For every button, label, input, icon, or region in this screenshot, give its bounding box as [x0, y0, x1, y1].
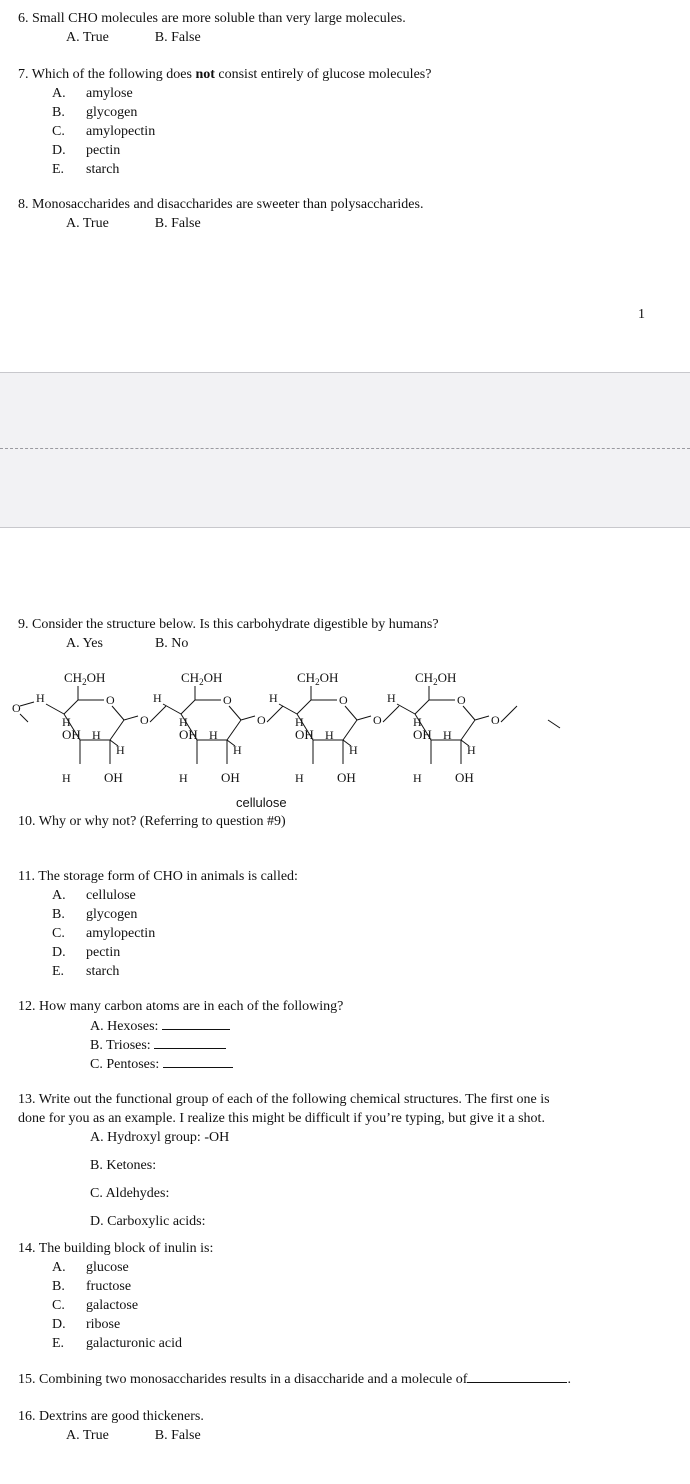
- question-9-choices: [66, 635, 188, 653]
- h-label: H: [467, 743, 476, 757]
- oh-label: OH: [221, 770, 240, 785]
- by-product-blank[interactable]: [467, 1370, 567, 1383]
- option-letter: D.: [52, 1317, 66, 1332]
- h-label: H: [209, 728, 218, 742]
- hexoses-blank[interactable]: [162, 1017, 230, 1030]
- option-3[interactable]: [52, 123, 155, 141]
- glycosidic-oxygen-label: O: [257, 713, 266, 727]
- bond-line: [501, 706, 517, 722]
- oh-label: OH: [62, 727, 81, 742]
- option-text: amylopectin: [86, 926, 156, 941]
- ch2oh-label: $CH_2OH$: [181, 670, 223, 687]
- bond-line: [229, 706, 241, 720]
- option-text: glycogen: [86, 907, 138, 922]
- option-letter: A.: [52, 86, 66, 101]
- figure-caption: cellulose: [236, 795, 287, 810]
- h-label: H: [387, 691, 396, 705]
- cellulose-structure-diagram: [0, 664, 690, 814]
- option-3[interactable]: [52, 925, 155, 943]
- h-label: H: [179, 771, 188, 785]
- h-label: H: [153, 691, 162, 705]
- choice-false[interactable]: B. False: [154, 1428, 201, 1443]
- option-2[interactable]: [52, 104, 137, 122]
- h-label: H: [325, 728, 334, 742]
- h-label: H: [295, 715, 304, 729]
- h-label: H: [349, 743, 358, 757]
- bond-line: [46, 704, 64, 714]
- option-letter: D.: [52, 143, 66, 158]
- option-text: pectin: [86, 945, 121, 960]
- option-text: fructose: [86, 1279, 132, 1294]
- question-11-text: 11. The storage form of CHO in animals is called:: [18, 869, 298, 884]
- choice-true[interactable]: A. True: [66, 1428, 109, 1443]
- ch2oh-label: $CH_2OH$: [415, 670, 457, 687]
- bond-line: [297, 700, 311, 714]
- pentoses-blank[interactable]: [163, 1055, 233, 1068]
- h-label: H: [413, 715, 422, 729]
- question-13-line-1: 13. Write out the functional group of each of the following chemical structures. The first one is: [18, 1092, 550, 1107]
- option-4[interactable]: [52, 142, 120, 160]
- option-letter: C.: [52, 926, 65, 941]
- bond-line: [397, 704, 415, 714]
- oh-label: OH: [295, 727, 314, 742]
- question-8-choices: [66, 215, 201, 233]
- question-7-text: 7. Which of the following does not consist entirely of glucose molecules?: [18, 67, 432, 82]
- ketones-item: B. Ketones:: [90, 1158, 157, 1173]
- ring-oxygen-label: O: [223, 693, 232, 707]
- choice-no[interactable]: B. No: [154, 636, 189, 651]
- bond-line: [383, 706, 399, 722]
- option-5[interactable]: [52, 963, 119, 981]
- choice-true[interactable]: A. True: [66, 216, 109, 231]
- option-text: glycogen: [86, 105, 138, 120]
- h-label: H: [443, 728, 452, 742]
- option-letter: C.: [52, 124, 65, 139]
- choice-yes[interactable]: A. Yes: [66, 636, 103, 651]
- terminal-oxygen-label: O: [12, 701, 21, 715]
- bond-line: [475, 716, 489, 720]
- question-9-text: 9. Consider the structure below. Is this carbohydrate digestible by humans?: [18, 617, 439, 632]
- bond-line: [227, 720, 241, 740]
- page-break: [0, 372, 690, 528]
- bond-line: [20, 702, 34, 706]
- bond-line: [20, 714, 28, 722]
- oh-label: OH: [337, 770, 356, 785]
- bond-line: [124, 716, 138, 720]
- choice-false[interactable]: B. False: [154, 216, 201, 231]
- bond-line: [463, 706, 475, 720]
- aldehydes-item: C. Aldehydes:: [90, 1186, 170, 1201]
- option-5[interactable]: [52, 161, 119, 179]
- pentoses-item: C. Pentoses:: [90, 1055, 233, 1074]
- question-13-line-2: done for you as an example. I realize this might be difficult if you’re typing, but give it a shot.: [18, 1111, 545, 1126]
- question-14-text: 14. The building block of inulin is:: [18, 1241, 214, 1256]
- question-16-text: 16. Dextrins are good thickeners.: [18, 1409, 204, 1424]
- option-text: amylose: [86, 86, 133, 101]
- option-4[interactable]: [52, 944, 120, 962]
- option-letter: B.: [52, 907, 65, 922]
- oh-label: OH: [455, 770, 474, 785]
- trioses-blank[interactable]: [154, 1036, 226, 1049]
- question-16-choices: [66, 1427, 201, 1445]
- ring-oxygen-label: O: [106, 693, 115, 707]
- option-letter: D.: [52, 945, 66, 960]
- oh-label: OH: [413, 727, 432, 742]
- h-label: H: [233, 743, 242, 757]
- hydroxyl-item: A. Hydroxyl group: -OH: [90, 1130, 230, 1145]
- h-label: H: [295, 771, 304, 785]
- hexoses-item: A. Hexoses:: [90, 1017, 230, 1036]
- h-label: H: [413, 771, 422, 785]
- option-letter: E.: [52, 1336, 65, 1351]
- bond-line: [181, 700, 195, 714]
- question-10-text: 10. Why or why not? (Referring to question #9): [18, 814, 286, 829]
- option-text: glucose: [86, 1260, 129, 1275]
- option-letter: B.: [52, 105, 65, 120]
- glycosidic-oxygen-label: O: [491, 713, 500, 727]
- glycosidic-oxygen-label: O: [140, 713, 149, 727]
- page-number: 1: [638, 307, 645, 322]
- bond-line: [163, 704, 181, 714]
- option-text: cellulose: [86, 888, 136, 903]
- h-label: H: [92, 728, 101, 742]
- question-6-choices: [66, 29, 201, 47]
- option-4[interactable]: [52, 1316, 120, 1334]
- option-text: galacturonic acid: [86, 1336, 183, 1351]
- ring-oxygen-label: O: [457, 693, 466, 707]
- carboxylic-acids-item: D. Carboxylic acids:: [90, 1214, 206, 1229]
- h-label: H: [269, 691, 278, 705]
- option-text: starch: [86, 964, 120, 979]
- question-8-text: 8. Monosaccharides and disaccharides are sweeter than polysaccharides.: [18, 197, 424, 212]
- choice-false[interactable]: B. False: [154, 30, 201, 45]
- option-3[interactable]: [52, 1297, 138, 1315]
- oh-label: OH: [179, 727, 198, 742]
- h-label: H: [116, 743, 125, 757]
- page-break-dashed-line: [0, 448, 690, 449]
- bond-line: [279, 704, 297, 714]
- option-1[interactable]: [52, 887, 136, 905]
- bond-line: [415, 700, 429, 714]
- h-label: H: [62, 715, 71, 729]
- ch2oh-label: $CH_2OH$: [64, 670, 106, 687]
- h-label: H: [179, 715, 188, 729]
- option-2[interactable]: [52, 906, 137, 924]
- option-text: galactose: [86, 1298, 139, 1313]
- ch2oh-label: $CH_2OH$: [297, 670, 339, 687]
- option-letter: A.: [52, 1260, 66, 1275]
- bond-line: [112, 706, 124, 720]
- question-15-text: 15. Combining two monosaccharides results in a disaccharide and a molecule of .: [18, 1372, 571, 1387]
- oh-label: OH: [104, 770, 123, 785]
- h-label: H: [62, 771, 71, 785]
- bond-line: [267, 706, 283, 722]
- option-5[interactable]: [52, 1335, 182, 1353]
- option-text: ribose: [86, 1317, 121, 1332]
- option-letter: C.: [52, 1298, 65, 1313]
- ring-oxygen-label: O: [339, 693, 348, 707]
- glycosidic-oxygen-label: O: [373, 713, 382, 727]
- option-letter: E.: [52, 162, 65, 177]
- bond-line: [64, 700, 78, 714]
- option-2[interactable]: [52, 1278, 131, 1296]
- question-12-text: 12. How many carbon atoms are in each of the following?: [18, 999, 344, 1014]
- bond-line: [461, 720, 475, 740]
- question-6-text: 6. Small CHO molecules are more soluble than very large molecules.: [18, 11, 406, 26]
- option-letter: A.: [52, 888, 66, 903]
- trioses-item: B. Trioses:: [90, 1036, 226, 1055]
- option-1[interactable]: [52, 85, 133, 103]
- bond-line: [345, 706, 357, 720]
- bond-line: [241, 716, 255, 720]
- option-text: pectin: [86, 143, 121, 158]
- bond-line: [110, 720, 124, 740]
- option-text: amylopectin: [86, 124, 156, 139]
- option-text: starch: [86, 162, 120, 177]
- bond-line: [357, 716, 371, 720]
- bond-line: [548, 720, 560, 728]
- option-1[interactable]: [52, 1259, 129, 1277]
- option-letter: E.: [52, 964, 65, 979]
- option-letter: B.: [52, 1279, 65, 1294]
- bond-line: [343, 720, 357, 740]
- bond-line: [150, 706, 166, 722]
- choice-true[interactable]: A. True: [66, 30, 109, 45]
- h-label: H: [36, 691, 45, 705]
